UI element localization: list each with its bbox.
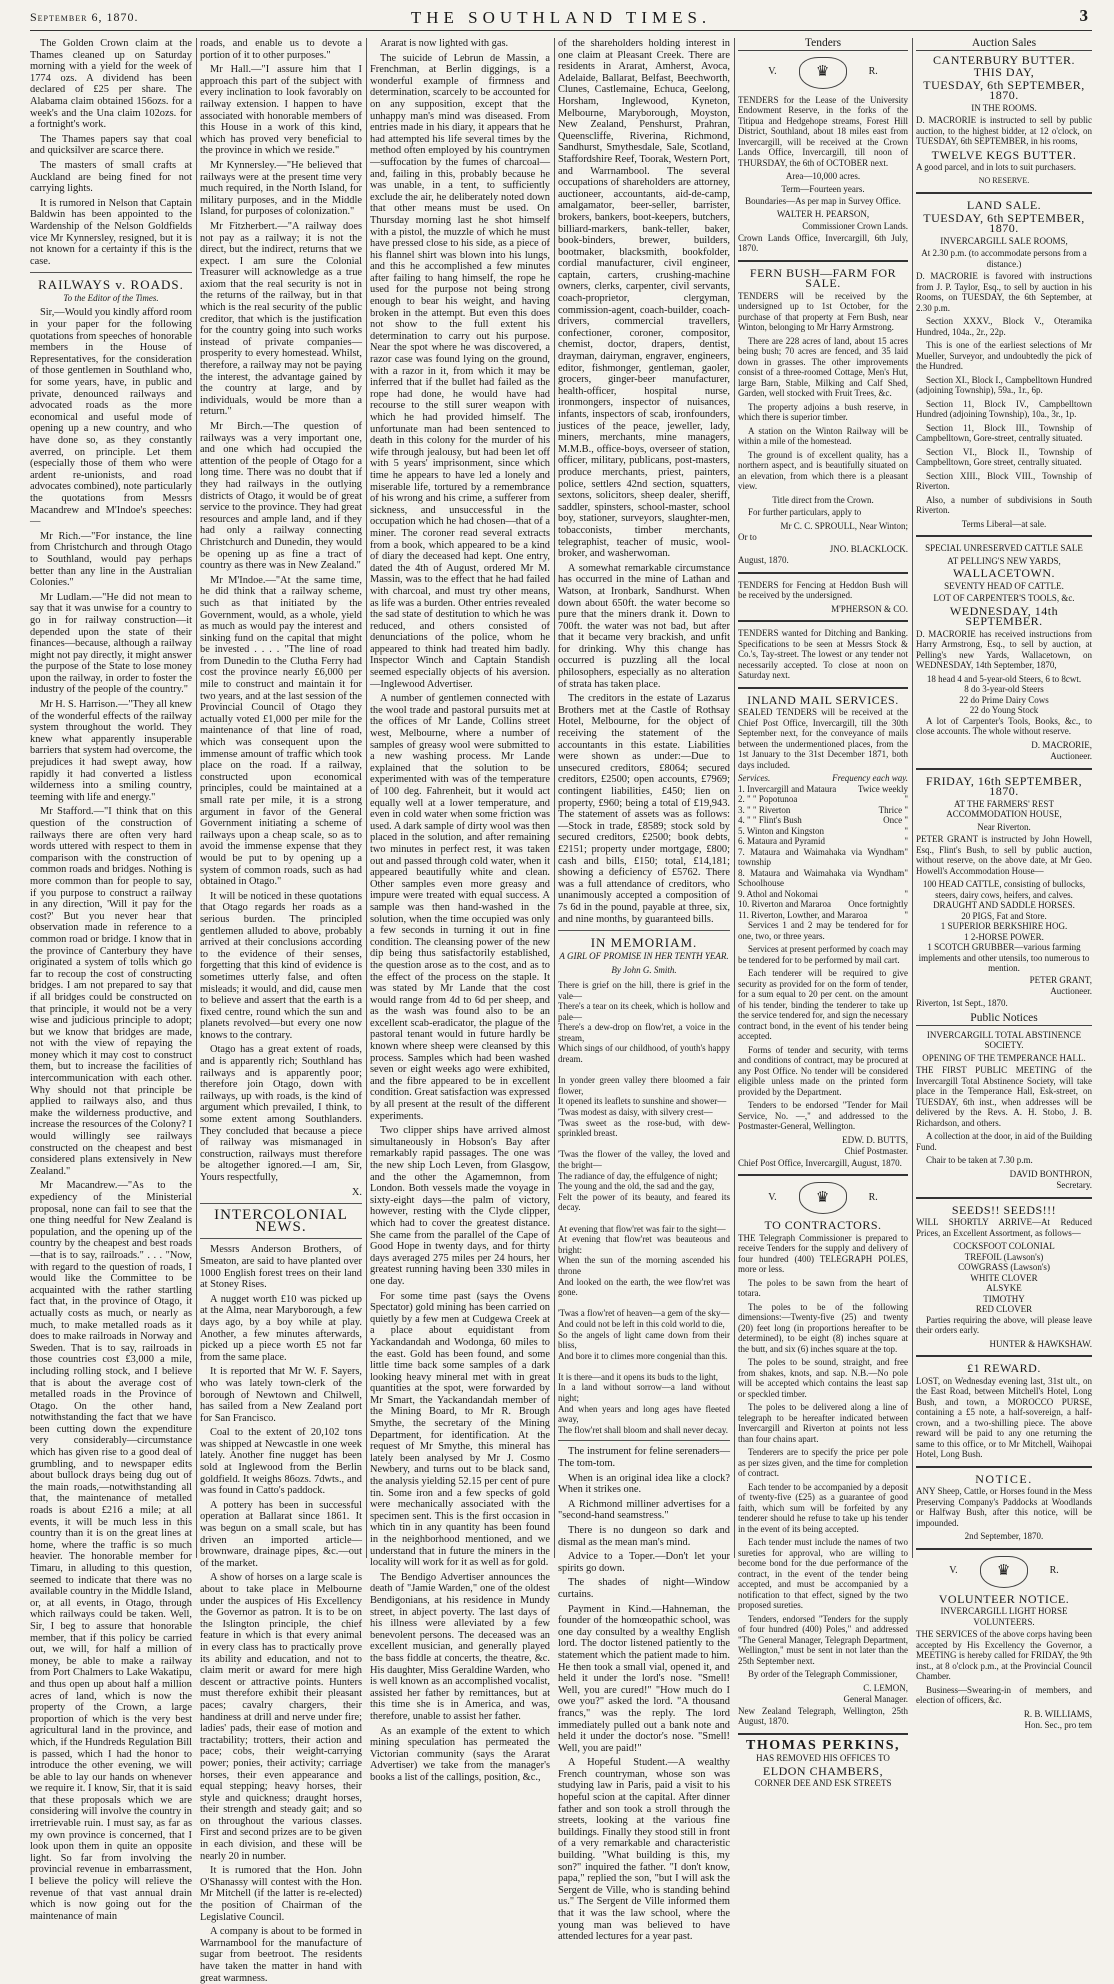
ad-date: August, 1870. <box>738 555 789 565</box>
seed-list-item: ALSYKE <box>986 1283 1022 1293</box>
news-paragraph: The Thames papers say that coal and quicksilver are scarce there. <box>30 133 192 157</box>
ad-headline: LAND SALE. <box>966 198 1042 212</box>
letter-paragraph: Mr M'Indoe.—"At the same time, he did think that a railway scheme, such as that initiated by the Government, would, as a whole, yield as much as would pay the interest and sinking fund on the capital that might be invested . . . . "The line of road from Dunedin to the Clutha Ferry had cost the province nearly £6,000 per mile to construct and maintain it for two years, and at the last session of the Provincial Council of Otago they actually voted £1,000 per mile for the maintenance of that line of road, which was consequent upon the immense amount of traffic which took place on the road. If a railway, constructed upon economical principles, could be maintained at a small rate per mile, it is a strong argument in favor of the General Government initiating a scheme of railways upon a cheap scale, so as to avoid the immense expense that they would be put to by opening up a system of common roads, such as had obtained in Otago." <box>200 574 362 888</box>
column-rule <box>734 38 735 1558</box>
crest-letter: R. <box>868 66 878 78</box>
divider <box>738 260 908 262</box>
letter-paragraph: roads, and enable us to devote a portion of it to other purposes." <box>200 38 362 61</box>
ad-text: Section XI., Block I., Campbelltown Hundred (adjoining Township), 59a., 1r., 6p. <box>916 374 1092 395</box>
ad-headline: THOMAS PERKINS, <box>746 1737 900 1753</box>
column-5 <box>738 37 908 1788</box>
letter-paragraph: Sir,—Would you kindly afford room in your paper for the following quotations from speeches of honorable members in the House of Representatives, for the consideration of those gentlemen in Southland who, for some years, have, in public and private, denounced railways and advocated roads as the more economical and useful mode of opening up a new country, and who have done so, as they constantly averred, on principle. Let them (especially those of them who were ardent re-unionists, and road advocates combined), note particularly the quotations from Messrs Macandrew and M'Indoe's speeches:— <box>30 307 192 528</box>
ad-text: Each tenderer will be required to give security as provided for on the form of tender, for a sum equal to 20 per cent. on the amount of his tender, binding the tenderer to take up the service tendered for, and sign the necessary contract bond, in the event of his tender being accepted. <box>738 968 908 1041</box>
stock-list <box>916 879 1092 974</box>
mail-route: 3. " " Riverton <box>738 804 791 815</box>
ad-text: Each tender must include the names of two sureties for approval, who are willing to become bond for the due performance of the contract, in the event of the tender being accepted, and must be accompanied by a notification to that effect, signed by the two proposed sureties. <box>738 1537 908 1610</box>
ad-text: Section XIII., Block VIII., Township of Riverton. <box>916 470 1092 491</box>
ad-text: THE FIRST PUBLIC MEETING of the Invercargill Total Abstinence Society, will take place in the Temperance Hall, Esk-street, on TUESDAY, 6th inst., when addresses will be delivered by the Revs. A. H. Stobo, J. B. Richardson, and others. <box>916 1065 1092 1128</box>
article-headline: RAILWAYS v. ROADS. <box>38 277 184 293</box>
ad-text: For further particulars, apply to <box>748 507 862 517</box>
ad-signature: WALTER H. PEARSON, <box>776 208 870 219</box>
ad-text: AT PELLING'S NEW YARDS, <box>947 555 1061 566</box>
column-2 <box>200 38 362 1984</box>
mail-route: 6. Mataura and Pyramid <box>738 836 825 846</box>
mail-service-row <box>738 826 908 837</box>
ad-date: WEDNESDAY, 14th SEPTEMBER. <box>949 603 1059 628</box>
ad-headline: INVERCARGILL LIGHT HORSE VOLUNTEERS. <box>940 1606 1068 1627</box>
ad-text: WILL SHORTLY ARRIVE—At Reduced Prices, an Excellent Assortment, as follows— <box>916 1217 1092 1238</box>
ad-signature-title: Chief Postmaster. <box>844 1146 908 1156</box>
ad-text: D. MACRORIE has received instructions from Harry Armstrong, Esq., to sell by auction, at Pelling's new Yards, Wallacetown, on WEDNESDAY, 14th September, 1870, <box>916 628 1092 670</box>
ad-text: INVERCARGILL SALE ROOMS, <box>940 235 1068 246</box>
seeds-list <box>916 1241 1092 1315</box>
news-paragraph: As an example of the extent to which mining speculation has permeated the Victorian community (says the Ararat Advertiser) we take from the manager's books a list of the callings, position, &c., <box>370 1725 550 1783</box>
news-paragraph: The Bendigo Advertiser announces the death of "Jamie Warden," one of the oldest Bendigonians, at his residence in Mundy street, in abject poverty. The last days of his illness were alleviated by a few benevolent persons. The deceased was an excellent musician, and generally played the bass fiddle at concerts, the theatre, &c. His daughter, Miss Geraldine Warden, who is well known as an accomplished vocalist, assisted her father by remittances, but at this time she is in America, and was, therefore, unable to assist her father. <box>370 1571 550 1722</box>
news-paragraph: Coal to the extent of 20,102 tons was shipped at Newcastle in one week lately. Another fine nugget has been sold at Inglewood from the Berlin goldfield. It weighs 86ozs. 7dwts., and was found in Catto's paddock. <box>200 1427 362 1497</box>
poem-author: By John G. Smith. <box>611 965 677 976</box>
newspaper-title: THE SOUTHLAND TIMES. <box>410 8 712 27</box>
divider <box>916 1197 1092 1199</box>
ad-text: The poles to be delivered along a line of telegraph to be hereafter indicated between Invercargill and Riverton at points not less than four chains apart. <box>738 1402 908 1444</box>
news-paragraph: A Hopeful Student.—A wealthy French countryman, whose son was studying law in Paris, paid a visit to his hopeful scion at the capital. After dinner father and son took a stroll through the streets, looking at the various fine buildings. Finally they stood still in front of a very remarkable and characteristic building. "What building is this, my son?" inquired the father. "I don't know, papa," replied the son, "but I will ask the Sergent de Ville, who is standing behind us." The Sergent de Ville informed them that it was the law school, where the young man was believed to have attended lectures for a year past. <box>558 1757 730 1943</box>
ad-text: Also, a number of subdivisions in South Riverton. <box>916 494 1092 515</box>
issue-date: September 6, 1870. <box>30 10 139 24</box>
stock-list-item: 1 SCOTCH GRUBBER—various farming implements and other utensils, too numerous to mention. <box>918 942 1090 973</box>
ad-text: NO RESERVE. <box>978 175 1030 185</box>
divider <box>738 687 908 689</box>
letter-paragraph: Mr Ludlam.—"He did not mean to say that it was unwise for a country to go in for railway construction—it depended upon the state of their finances—because, although a railway might not pay directly, it might answer the purpose of the State to lose money upon the railway, in order to foster the industry of the people of the country." <box>30 591 192 696</box>
ad-headline: AT THE FARMERS' REST ACCOMMODATION HOUSE, <box>946 798 1062 819</box>
stock-list-item: 1 2-HORSE POWER. <box>964 931 1044 942</box>
ad-signature: M'PHERSON & CO. <box>831 603 908 614</box>
letter-signature: X. <box>351 1186 362 1198</box>
column-1 <box>30 38 192 1922</box>
mail-route: 4. " " Flint's Bush <box>738 815 802 825</box>
ad-signature: R. B. WILLIAMS, <box>1023 1708 1092 1719</box>
mail-services-header: Services. Frequency each way. <box>738 773 908 783</box>
ad-signature-title: Secretary. <box>1056 1180 1092 1190</box>
mail-service-row <box>738 847 908 868</box>
mail-frequency: Once fortnightly <box>848 899 908 909</box>
news-paragraph: The suicide of Lebrun de Massin, a Frenchman, at Berlin diggings, is a wonderful example of firmness and determination, scarcely to be accounted for on any supposition, except that the unhappy man's mind was diseased. From entries made in his diary, it appears that he had attempted his life several times by the method often employed by his countrymen—suffocation by the fumes of charcoal—and, failing in this, probably because he was unable, in a tent, to sufficiently exclude the air, he deliberately noted down that other means must be used. On Thursday morning last he shot himself with a pistol, the muzzle of which he must have pressed close to his side, as a piece of his flannel shirt was blown into his lungs, and this he accomplished a few minutes after failing to hang himself, the rope he used for the purpose not being strong enough to bear his weight, and having broken in the attempt. But even this does not show to the full extent his determination to carry out his purpose. Near the spot where he was discovered, a razor case was found lying on the ground, with a razor in it, from which it may be inferred that if the bullet had failed as the rope had done, he would have had recourse to the still surer weapon with which he had provided himself. The unfortunate man had been sentenced to death in this colony for the murder of his wife through jealousy, but had been let off with 5 years' imprisonment, since which time he appears to have led a lonely and miserable life, tortured by a remembrance of his wrong and his crime, a sufferer from sickness, and unsuccessful in the occupation which he had chosen—that of a miner. The coroner read several extracts from a book, which appeared to be a kind of diary the deceased had kept. One entry, dated the 4th of August, ordered Mr M. Massin, was to the effect that he had failed with charcoal, and must try other means, as life was a burden. Other entries revealed the sad state of destitution to which he was reduced, and others consisted of denunciations of the police, whom he appeared to think had treated him badly. Inspector Winch and Captain Standish seemed especially objects of his aversion.—Inglewood Advertiser. <box>370 52 550 690</box>
coat-of-arms-icon: ♛ <box>799 57 847 89</box>
ad-text: PETER GRANT is instructed by John Howell, Esq., Flint's Bush, to sell by public auction, without reserve, on the above date, at Mr Geo. Howell's Accommodation House— <box>916 834 1092 876</box>
ad-text: D. MACRORIE is instructed to sell by public auction, to the highest bidder, at 12 o'clock, on TUESDAY, 6th SEPTEMBER, in his rooms, <box>916 115 1092 146</box>
seed-list-item: WHITE CLOVER <box>970 1272 1038 1283</box>
ad-text: LOST, on Wednesday evening last, 31st ult., on the East Road, between Mitchell's Hotel, Long Bush, and town, a MOROCCO PURSE, containing a £5 note, a half-sovereign, a half-crown, and a two-shilling piece. The above reward will be paid to any one returning the same to this office, or to Mr Mitchell, Waihopai Hotel, Long Bush. <box>916 1375 1092 1459</box>
ad-headline: FERN BUSH—FARM FOR SALE. <box>749 265 897 290</box>
crest-letter: R. <box>1049 1565 1059 1577</box>
mail-service-row <box>738 815 908 826</box>
column-6 <box>916 37 1092 1730</box>
mail-frequency: " <box>904 836 908 846</box>
ad-text: TENDERS will be received by the undersigned up to 1st October, for the purchase of that property at Fern Bush, near Winton, belonging to Mr Harry Armstrong. <box>738 290 908 332</box>
crest-letter: V. <box>949 1565 958 1577</box>
column-rule <box>366 38 367 1558</box>
news-paragraph: A somewhat remarkable circumstance has occurred in the mine of Lathan and Watson, at Ironbark, Sandhurst. When down about 650ft. the water become so pure that the miners drank it. Down to 700ft. the water was not bad, but after that it became very brackish, and unfit for drinking. Why this change has occurred is puzzling all the local philosophers, especially as no alteration of strata has taken place. <box>558 562 730 690</box>
mail-service-row <box>738 899 908 910</box>
divider <box>916 1355 1092 1357</box>
divider <box>558 1440 730 1441</box>
ad-text: OPENING OF THE TEMPERANCE HALL. <box>922 1052 1086 1063</box>
ad-text: A station on the Winton Railway will be within a mile of the homestead. <box>738 425 908 446</box>
divider <box>738 1733 908 1735</box>
ad-text: CORNER DEE AND ESK STREETS <box>754 1778 892 1788</box>
ad-date: FRIDAY, 16th SEPTEMBER, 1870. <box>925 773 1083 798</box>
ad-text: Area—10,000 acres. <box>785 171 861 181</box>
mail-route: 8. Mataura and Waimahaka via Wyndham Schoolhouse <box>738 867 905 888</box>
mail-service-row <box>738 794 908 805</box>
news-paragraph: Messrs Anderson Brothers, of Smeaton, are said to have planted over 1000 English forest trees on their land at Stoney Rises. <box>200 1244 362 1291</box>
news-paragraph: There is no dungeon so dark and dismal as the mean man's mind. <box>558 1525 730 1548</box>
ad-headline: WALLACETOWN. <box>952 566 1056 580</box>
poem-headline: IN MEMORIAM. <box>590 935 698 951</box>
crest-letter: R. <box>868 1191 878 1203</box>
coat-of-arms-icon: ♛ <box>799 1182 847 1214</box>
mail-route: 1. Invercargill and Mataura <box>738 783 837 794</box>
news-paragraph: A Richmond milliner advertises for a "second-hand seamstress." <box>558 1498 730 1522</box>
ad-text: Tenderers are to specify the price per pole as per sizes given, and the time for completion of contract. <box>738 1447 908 1478</box>
coat-of-arms-icon: ♛ <box>980 1556 1028 1588</box>
ad-text: Section 11, Block IV., Campbelltown Hundred (adjoining Township), 10a., 3r., 1p. <box>916 398 1092 419</box>
cattle-list-item: 8 do 3-year-old Steers <box>964 684 1044 694</box>
ad-text: Section 11, Block III., Township of Campbelltown, Gore-street, centrally situated. <box>916 422 1092 443</box>
poem-subtitle: A GIRL OF PROMISE IN HER TENTH YEAR. <box>559 950 729 961</box>
letter-paragraph: Mr Birch.—The question of railways was a very important one, and one which had occupied the attention of the people of Otago for a long time. There was no doubt that if they had railways in the outlying districts of Otago, it would be of great service to the province. They had great resources and ample land, and if they had only a railway connecting Christchurch and Dunedin, they would be opening up as fine a tract of country as there was in New Zealand." <box>200 421 362 572</box>
ad-signature-title: Auctioneer. <box>1050 751 1092 761</box>
ad-text: The poles to be of the following dimensions:—Twenty-five (25) and twenty (20) feet long (in proportions hereafter to be determined), to be eight (8) inches square at the butt, and six (6) inches square at the top. <box>738 1301 908 1354</box>
news-paragraph: A company is about to be formed in Warrnambool for the manufacture of sugar from beetroot. The residents have taken the matter in hand with great warmness. <box>200 1926 362 1984</box>
news-paragraph: The creditors in the estate of Lazarus Brothers met at the Castle of Rothsay Hotel, Melbourne, for the object of receiving the statement of the accountants in this estate. Liabilities were shown as under:—Due to unsecured creditors, £8064; secured creditors, £2500; open accounts, £7969; contingent liabilities, £450; lien on property, £960; being a total of £19,943. The statement of assets was as follows:—Stock in trade, £8589; stock sold by secured creditors, £2500; book debts, £2151; property under mortgage, £800; cash and bills, £150; total, £14,181; showing a deficiency of £5762. There was a full attendance of creditors, who unanimously accepted a composition of 7s 6d in the pound, payable at three, six, and nine months, by guaranteed bills. <box>558 693 730 925</box>
ad-address: Crown Lands Office, Invercargill, 6th July, 1870. <box>738 232 908 253</box>
masthead <box>30 6 1092 31</box>
ad-text: There are 228 acres of land, about 15 acres being bush; 70 acres are fenced, and 35 laid down in grasses. The other improvements consist of a three-roomed Cottage, Men's Hut, large Barn, Stable, Milking and Calf Shed, Garden, well stocked with Fruit Trees, &c. <box>738 335 908 398</box>
mail-service-row <box>738 805 908 816</box>
ad-text: Terms Liberal—at sale. <box>961 518 1047 529</box>
mail-frequency: " <box>904 846 908 857</box>
letter-paragraph: Mr Stafford.—"I think that on this question of the construction of railways there are often very hard words uttered with respect to them in comparison with the construction of common roads and bridges. Nothing is more common than for people to say, if you purpose to construct a railway in any direction, 'Will it pay for the cost?' But you never hear that observation made in reference to a common road or bridge. I know that in the province of Canterbury they have originated a system of tolls which go far to recoup the cost of constructing bridges. I am not prepared to say that if all bridges could be constructed on that principle, it would not be a very wise and judicious principle to adopt; but we know that bridges are made, not with the view of repaying the money which it may cost to construct them, but to increase the facilities of intercommunication with each other. Why should not that principle be applied to railways also, and thus make the wilderness productive, and increase the resources of the Colony? I would willingly see railways constructed on the cheapest and best considered plans extensively in New Zealand." <box>30 806 192 1177</box>
ad-headline: TWELVE KEGS BUTTER. <box>931 147 1077 162</box>
ad-signature-title: Auctioneer. <box>1050 986 1092 996</box>
cattle-list-item: 22 do Prime Dairy Cows <box>959 694 1049 705</box>
ad-headline: £1 REWARD. <box>967 1361 1041 1375</box>
ad-headline: NOTICE. <box>975 1471 1033 1486</box>
divider <box>916 768 1092 770</box>
ad-text: Services 1 and 2 may be tendered for for one, two, or three years. <box>738 920 908 941</box>
ad-text: This is one of the earliest selections of Mr Mueller, Surveyor, and undoubtedly the pick of the Hundred. <box>916 340 1092 371</box>
mail-frequency: " <box>904 909 908 920</box>
ad-text: THE Telegraph Commissioner is prepared to receive Tenders for the supply and delivery of four hundred (400) TELEGRAPH POLES, more or less. <box>738 1232 908 1274</box>
ad-signature: EDW. D. BUTTS, <box>842 1134 908 1145</box>
ad-text: TENDERS wanted for Ditching and Banking. Specifications to be seen at Messrs Stock & Co.'s, Tay-street. The lowest or any tender not necessarily accepted. To close at noon on Saturday next. <box>738 628 908 680</box>
news-paragraph: Payment in Kind.—Hahneman, the founder of the homœopathic school, was one day consulted by a wealthy English lord. The doctor listened patiently to the statement which the patient made to him. He then took a small vial, opened it, and held it under the lord's nose. "Smell! Well, you are cured!" "How much do I owe you?" asked the lord. "A thousand francs," was the reply. The lord immediately pulled out a bank note and held it under the doctor's nose. "Smell! Well, you are paid!" <box>558 1603 730 1754</box>
ad-text: A lot of Carpenter's Tools, Books, &c., to close accounts. The whole without reserve. <box>916 715 1092 736</box>
stock-list-item: 20 PIGS, Fat and Store. <box>961 910 1047 921</box>
stock-list-item: 100 HEAD CATTLE, consisting of bullocks, steers, dairy cows, heifers, and calves. <box>922 879 1086 900</box>
mail-frequency: Once " <box>883 815 908 825</box>
ad-text: Title direct from the Crown. <box>772 494 874 505</box>
mail-frequency: " <box>904 867 908 878</box>
news-paragraph: For some time past (says the Ovens Spectator) gold mining has been carried on quietly by a few men at Cudgewa Creek at a place about equidistant from Yackandandah and Wodonga, 60 miles to the east. Gold has been found, and some little time back some samples of a dark looking heavy mineral met with in great quantities at the spot, were forwarded by Mr Smart, the Yackandandah member of the Mining Board, to Mr R. Brough Smythe, the secretary of the Mining Department, for identification. At the request of Mr Smythe, this mineral has lately been analysed by Mr J. Cosmo Newbery, and turns out to be black sand, the analysis yielding 52.15 per cent of pure tin. Some iron and a few specks of gold were mechanically associated with the specimen sent. This is the first occasion in which tin in any quantity has been found in the neighborhood mentioned, and we understand that in future the miners in the locality will work for it as well as for gold. <box>370 1290 550 1569</box>
seed-list-item: TREFOIL (Lawson's) <box>964 1251 1044 1262</box>
stock-list-item: DRAUGHT AND SADDLE HORSES. <box>933 900 1075 910</box>
divider <box>738 1174 908 1176</box>
divider <box>738 572 908 574</box>
ad-text: Boundaries—As per map in Survey Office. <box>745 196 901 206</box>
ad-signature: DAVID BONTHRON, <box>1009 1168 1092 1179</box>
column-3 <box>370 38 550 1783</box>
royal-crest <box>738 1182 908 1214</box>
ad-text: D. MACRORIE is favored with instructions from J. P. Taylor, Esq., to sell by auction in his Rooms, on TUESDAY, the 6th September, at 2.30 p.m. <box>916 271 1092 313</box>
mail-route: 9. Athol and Nokomai <box>738 888 818 899</box>
mail-frequency: " <box>904 794 908 804</box>
letter-paragraph: Mr Kynnersley.—"He believed that railways were at the present time very much required, in the North Island, for military purposes, and in the Middle Island, for purposes of colonization." <box>200 159 362 218</box>
ad-text: SEVENTY HEAD OF CATTLE. <box>944 580 1064 591</box>
cattle-list-item: 18 head 4 and 5-year-old Steers, 6 to 8cwt. <box>926 673 1082 684</box>
divider <box>916 1548 1092 1550</box>
royal-crest <box>916 1556 1092 1588</box>
mail-route: 5. Winton and Kingston <box>738 825 824 836</box>
crest-letter: V. <box>768 1191 777 1203</box>
section-header: Auction Sales <box>916 38 1092 51</box>
mail-frequency: " <box>904 888 908 899</box>
ad-text: Tenders, endorsed "Tenders for the supply of four hundred (400) Poles," and addressed "The General Manager, Telegraph Department, Wellington," must be sent in not later than the 25th September next. <box>738 1613 908 1666</box>
seed-list-item: RED CLOVER <box>975 1304 1033 1314</box>
ad-signature: HUNTER & HAWKSHAW. <box>989 1338 1092 1349</box>
ad-text: HAS REMOVED HIS OFFICES TO <box>756 1753 890 1763</box>
news-paragraph: The Golden Crown claim at the Thames cleaned up on Saturday morning with a yield for the week of 1774 ozs. A dividend has been declared of £25 per share. The Alabama claim obtained 156ozs. for a week's and the Una claim 102ozs. for a fortnight's work. <box>30 38 192 131</box>
mail-service-row <box>738 784 908 795</box>
letter-paragraph: Mr H. S. Harrison.—"They all knew of the wonderful effects of the railway system throughout the world. They knew what apparently insuperable barriers that system had overcome, the prejudices it had swept away, how rapidly it had converted a listless wilderness into a smiling country, teeming with life and energy." <box>30 699 192 803</box>
mail-route: 2. " " Popotunoa <box>738 794 798 804</box>
section-header: Public Notices <box>916 1013 1092 1026</box>
news-paragraph: It is rumored in Nelson that Captain Baldwin has been appointed to the Wardenship of the Nelson Goldfields vice Mr Kynnersley, resigned, but it is not known for a certainty if this is the case. <box>30 197 192 267</box>
letter-paragraph: Mr Fitzherbert.—"A railway does not pay as a railway; it is not the direct, but the indirect, returns that we expect. I am sure the Colonial Treasurer will acknowledge as a true axiom that the real security is not in the returns of the railway, but in that which is the real security of the public creditor, that which is the justification for the country going into such works instead of private companies—prosperity to every homestead. Whilst, therefore, a railway may not be paying the interest, the advantage gained by the country at large, and by individuals, would be more than a return." <box>200 220 362 418</box>
page-number: 3 <box>1079 6 1088 25</box>
ad-text: SEALED TENDERS will be received at the Chief Post Office, Invercargill, till the 30th September next, for the conveyance of mails between the undermentioned places, from the 1st January to the 31st December 1871, both days included. <box>738 707 908 770</box>
mail-route: 7. Mataura and Waimahaka via Wyndham township <box>738 846 905 867</box>
news-paragraph: Advice to a Toper.—Don't let your spirits go down. <box>558 1551 730 1574</box>
letter-paragraph: It will be noticed in these quotations that Otago regards her roads as a serious burden. The principled gentlemen alluded to above, probably arrived at their conclusions according to the evidence of their senses, forgetting that this kind of evidence is sometimes utterly false, and often misleads; it would, and did, cause men to believe and assert that the earth is a fixed centre, round which the sun and planets revolved—but every one now knows to the contrary. <box>200 890 362 1041</box>
ad-address: Riverton, 1st Sept., 1870. <box>916 997 1008 1008</box>
column-4 <box>558 38 730 1943</box>
divider <box>916 1466 1092 1468</box>
poem-text: There is grief on the hill, there is grief in the vale— There's a tear on its cheek, which is hollow and pale— There's a dew-drop on flow'ret, a voice in the stream, Which sings of our childhood, of youth's happy dream. In yonder green valley there bloomed a fair flower, It opened its leaflets to sunshine and shower— 'Twas modest as daisy, with silvery crest— 'Twas sweet as the rose-bud, with dew-sprinkled breast. 'Twas the flower of the valley, the loved and the bright— The radiance of day, the effulgence of night; The young and the old, the sad and the gay, Felt the power of its beauty, and feared its decay. At evening that flow'ret was fair to the sight— At evening that flow'ret was beauteous and bright: When the sun of the morning ascended his throne And looked on the earth, the wee flow'ret was gone. 'Twas a flow'ret of heaven—a gem of the sky— And could not be left in this cold world to die, So the angels of light came down from their bliss, And bore it to climes more congenial than this. It is there—and it opens its buds to the light, In a land without sorrow—a land without night; And when years and long ages have fleeted away, The flow'ret shall bloom and shall never decay. <box>558 979 730 1435</box>
mail-service-row <box>738 910 908 921</box>
mail-frequency: Thrice " <box>878 804 908 815</box>
letter-paragraph: Mr Rich.—"For instance, the line from Christchurch and through Otago to Southland, would pay perhaps better than any line in the Australian Colonies." <box>30 530 192 589</box>
news-paragraph: Two clipper ships have arrived almost simultaneously in Hobson's Bay after remarkably rapid passages. The one was the new ship Loch Leven, from Glasgow, and the other the Agamemnon, from London. Both vessels made the voyage in sixty-eight days—the palm of victory, however, resting with the Clyde clipper, which had to cover the greatest distance. She came from the parallel of the Cape of Good Hope in twenty days, and for thirty days averaged 275 miles per 24 hours, her greatest running having been 330 miles in one day. <box>370 1125 550 1287</box>
ad-headline: INLAND MAIL SERVICES. <box>747 692 899 707</box>
ad-text: The poles to be sound, straight, and free from shakes, knots, and sap. N.B.—No pole will be accepted which contains the least sap or speckled timber. <box>738 1357 908 1399</box>
seed-list-item: COWGRASS (Lawson's) <box>958 1262 1050 1272</box>
news-paragraph: When is an original idea like a clock? When it strikes one. <box>558 1472 730 1496</box>
mail-frequency: " <box>904 825 908 836</box>
ad-date: TUESDAY, 6th SEPTEMBER, 1870. <box>923 77 1085 102</box>
ad-text: A collection at the door, in aid of the Building Fund. <box>916 1131 1092 1152</box>
mail-route: 10. Riverton and Mararoa <box>738 899 831 909</box>
ad-text: The property adjoins a bush reserve, in which there is superior timber. <box>738 401 908 422</box>
news-paragraph: It is reported that Mr W. F. Sayers, who was lately town-clerk of the borough of Newtown and Chilwell, has sailed from a New Zealand port for San Francisco. <box>200 1366 362 1424</box>
divider <box>200 1238 362 1239</box>
cattle-list <box>916 674 1092 716</box>
ad-signature: Mr C. C. SPROULL, Near Winton; <box>780 520 908 531</box>
ad-text: Near Riverton. <box>977 821 1031 832</box>
ad-text: Term—Fourteen years. <box>781 183 865 194</box>
ad-headline: SEEDS!! SEEDS!!! <box>951 1202 1057 1217</box>
divider <box>200 1203 362 1204</box>
news-paragraph: of the shareholders holding interest in one claim at Pleasant Creek. There are residents in Ararat, Amherst, Avoca, Adelaide, Ballarat, Belfast, Beechworth, Clunes, Castlemaine, Echuca, Geelong, Horsham, Inglewood, Kyneton, Melbourne, Maryborough, Moyston, New Zealand, Penshurst, Prahran, Queenscliffe, Riverina, Richmond, Sandhurst, Smythesdale, Sale, Scotland, Staffordshire Reef, Toorak, Western Port, and Warrnambool. The several occupations of shareholders are attorney, auctioneer, accountants, aid-de-camp, amalgamator, beer-seller, barrister, brokers, bankers, boot-keepers, butchers, billiard-markers, bank-teller, baker, book-binders, brewer, builders, bootmaker, blacksmith, bookfolder, cordial manufacturer, civil engineer, captain, carters, crushing-machine owners, clerks, carpenter, civil servants, coach-proprietor, clergyman, commission-agent, coach-builder, coach-drivers, commercial travellers, confectioner, coroner, compositor, chemist, doctor, drapers, dentist, drayman, dairyman, engraver, engineers, editor, fishmonger, gentleman, gaoler, grocers, ginger-beer manufacturer, health-officer, hospital nurse, ironmongers, inspector of nuisances, infants, inspectors of scab, ironfounders, justices of the peace, jeweller, lady, miners, merchants, mine managers, M.M.B., office-boys, overseer of station, officer, military, publicans, post-masters, produce merchants, priest, painters, police, settlers 42nd section, squatters, sextons, solicitors, sheep dealer, sheriff, saddler, spinsters, school-master, school boy, stationer, surveyors, slaughter-men, tobacconists, timber merchants, telegraphist, teacher of music, wool-broker, and washerwoman. <box>558 38 730 560</box>
ad-headline: SPECIAL UNRESERVED CATTLE SALE <box>925 543 1083 553</box>
ad-address: Chief Post Office, Invercargill, August, 1870. <box>738 1157 902 1168</box>
mail-service-row <box>738 868 908 889</box>
section-header: Tenders <box>738 38 908 51</box>
news-paragraph: The masters of small crafts at Auckland are being fined for not carrying lights. <box>30 159 192 195</box>
ad-text: LOT OF CARPENTER'S TOOLS, &c. <box>933 593 1075 603</box>
column-rule <box>196 38 197 1558</box>
ad-text: Or to <box>738 532 757 542</box>
ad-date: TUESDAY, 6th SEPTEMBER, 1870. <box>923 210 1085 235</box>
column-rule <box>912 38 913 1558</box>
ad-signature: PETER GRANT, <box>1029 974 1092 985</box>
news-paragraph: It is rumored that the Hon. John O'Shanassy will contest with the Hon. Mr Mitchell (if the latter is re-elected) the position of Chairman of the Legislative Council. <box>200 1865 362 1923</box>
ad-text: Tenders to be endorsed "Tender for Mail Service, No. —," and addressed to the Postmaster-General, Wellington. <box>738 1100 908 1131</box>
column-rule <box>554 38 555 1558</box>
letter-paragraph: Mr Macandrew.—"As to the expediency of the Ministerial proposal, none can fail to see that the one thing needful for New Zealand is population, and the opening up of the country by the cheapest and best roads—that is to say, railroads." . . . "Now, with regard to the question of roads, I would like the Committee to be acquainted with the rather startling fact that, in the province of Otago, it actually costs as much, or nearly as much, to make metalled roads as it does to make railroads in Norway and Sweden. That is to say, railroads in those countries cost £3,000 a mile, including rolling stock, and I believe that is about the average cost of metalled roads in the Province of Otago. On the other hand, notwithstanding the fact that we have been cutting down the expenditure very considerably—circumstance which has given rise to a good deal of grumbling, and to newspaper edits about bullock drays being dug out of the main roads,—notwithstanding all that, the maintenance of metalled roads is about £216 a mile; at all events, it will be much less in this country than it is on the great lines at home, where the traffic is so much heavier. The honorable member for Timaru, in alluding to this question, seemed to indicate that there was no available country in the Middle Island, or, at all events, in Otago, through which railways could be taken. Well, Sir, I beg to assure that honorable member, that if this policy be carried out, we will, for half a million of money, be able to make a railway from Port Chalmers to Lake Wakatipu, and thus open up about half a million acres of land, which is now the property of the Crown, a large proportion of which is the very best agricultural land in the province, and which, if the Hundreds Regulation Bill is passed, which I had the honor to introduce the other evening, we will be able to lay our hands on whenever we require it. I know, Sir, that it is said that these proposals which we are considering will involve the country in irretrievable ruin. I must say, as far as my own province is concerned, that I look upon them in quite an opposite light. So far from involving the provincial revenue in embarrassment, I believe the policy will relieve the revenue of that vast annual drain which is now going out for the maintenance of main <box>30 1180 192 1922</box>
mail-services-list <box>738 784 908 921</box>
ad-text: Each tender to be accompanied by a deposit of twenty-five (£25) as a guarantee of good faith, which sum will be forfeited by any tenderer should he refuse to take up his tender in the event of its being accepted. <box>738 1481 908 1534</box>
ad-text: IN THE ROOMS. <box>971 102 1037 113</box>
ad-text: Section XXXV., Block V., Oteramika Hundred, 104a., 2r., 22p. <box>916 316 1092 337</box>
divider <box>30 272 192 273</box>
ad-text: ANY Sheep, Cattle, or Horses found in the Mess Preserving Company's Paddocks at Woodlands or Halfway Bush, after this notice, will be impounded. <box>916 1486 1092 1528</box>
news-paragraph: A nugget worth £10 was picked up at the Alma, near Maryborough, a few days ago, by a boy while at play. Another, a few minutes afterwards, picked up a piece worth £5 not far from the same place. <box>200 1293 362 1363</box>
crest-letter: V. <box>768 66 777 78</box>
mail-service-row <box>738 836 908 847</box>
article-headline: INTERCOLONIAL NEWS. <box>214 1207 348 1235</box>
royal-crest <box>738 57 908 89</box>
divider <box>916 192 1092 194</box>
ad-text: At 2.30 p.m. (to accommodate persons from a distance.) <box>921 248 1087 269</box>
ad-text: A good parcel, and in lots to suit purchasers. <box>916 162 1076 172</box>
mail-frequency: Twice weekly <box>857 783 908 794</box>
ad-headline: VOLUNTEER NOTICE. <box>938 1591 1070 1606</box>
ad-text: Parties requiring the above, will please leave their orders early. <box>916 1314 1092 1335</box>
ad-text: TENDERS for the Lease of the University Endowment Reserve, in the forks of the Titipua and Hedgehope streams, Forest Hill District, Southland, about 18 miles east from Invercargill, will be received at the Crown Lands Office, Invercargill, till noon of THURSDAY, the 6th of OCTOBER next. <box>738 94 908 168</box>
ad-headline: THIS DAY, <box>973 65 1035 79</box>
news-paragraph: Ararat is now lighted with gas. <box>380 38 509 49</box>
stock-list-item: 1 SUPERIOR BERKSHIRE HOG. <box>940 921 1068 931</box>
ad-text: Business—Swearing-in of members, and election of officers, &c. <box>916 1684 1092 1705</box>
seed-list-item: COCKSFOOT COLONIAL <box>953 1241 1055 1251</box>
ad-signature-title: Hon. Sec., pro tem <box>1024 1720 1092 1730</box>
ad-signature: JNO. BLACKLOCK. <box>829 543 908 554</box>
ad-signature-title: Commissioner Crown Lands. <box>802 221 908 231</box>
ad-text: By order of the Telegraph Commissioner, <box>748 1669 898 1679</box>
ad-signature-title: General Manager. <box>843 1694 908 1704</box>
ad-signature: C. LEMON, <box>863 1682 908 1693</box>
ad-text: Section VI., Block II., Township of Campbelltown, Gore street, centrally situated. <box>916 446 1092 467</box>
ad-text: Services at present performed by coach may be tendered for to be performed by mail cart. <box>738 944 908 965</box>
ad-text: The poles to be sawn from the heart of totara. <box>738 1277 908 1298</box>
mail-service-row <box>738 889 908 900</box>
ad-text: The ground is of excellent quality, has a northern aspect, and is beautifully situated on an elevation, from which there is a pleasant view. <box>738 449 908 491</box>
ad-text: TENDERS for Fencing at Heddon Bush will be received by the undersigned. <box>738 579 908 600</box>
news-paragraph: A pottery has been in successful operation at Ballarat since 1861. It was begun on a small scale, but has driven an imported article—brownware, drainage pipes, &c.—out of the market. <box>200 1499 362 1569</box>
ad-signature: D. MACRORIE, <box>1031 739 1092 750</box>
divider <box>738 620 908 622</box>
ad-date: 2nd September, 1870. <box>964 1531 1044 1541</box>
news-paragraph: A show of horses on a large scale is about to take place in Melbourne under the auspices of His Excellency the Governor as patron. It is to be on the Islington principle, the chief feature in which is that every animal in every class has to practically prove its ability and education, and not to claim merit or award for mere high descent or attractive points. Hunters must therefore exhibit their pleasant paces; cavalry chargers, their handiness at drill and nerve under fire; ladies' pads, their ease of motion and tractability; trotters, their action and pace; cobs, their weight-carrying power; ponies, their activity; carriage horses, their even appearance and equal stepping; heavy horses, their style and quickness; draught horses, their strength and steady gait; and so on throughout the various classes. First and second prizes are to be given in each division, and these will be nearly 20 in number. <box>200 1572 362 1862</box>
letter-paragraph: Mr Hall.—"I assure him that I approach this part of the subject with every inclination to look favorably on railway extension. I happen to have associated with honorable members of this House in a work of this kind, which has proved very beneficial to the province in which we reside." <box>200 64 362 157</box>
divider <box>916 535 1092 537</box>
mail-route: 11. Riverton, Lowther, and Mararoa <box>738 909 868 920</box>
cattle-list-item: 22 do Young Stock <box>969 705 1039 715</box>
news-paragraph: The instrument for feline serenaders—The tom-tom. <box>558 1446 730 1470</box>
letter-paragraph: Otago has a great extent of roads, and is apparently rich; Southland has railways and is apparently poor; therefore join Otago, down with railways, up with roads, is the kind of argument which prevailed, I think, to some extent among Southlanders. They concluded that because a piece of railway was mismanaged in construction, railways must therefore be altogether ignored.—I am, Sir, Yours respectfully, <box>200 1044 362 1183</box>
ad-headline: CANTERBURY BUTTER. <box>933 52 1075 67</box>
ad-text: Chair to be taken at 7.30 p.m. <box>926 1155 1033 1165</box>
article-subhead: To the Editor of the Times. <box>63 292 159 303</box>
ad-headline: INVERCARGILL TOTAL ABSTINENCE SOCIETY. <box>926 1029 1082 1050</box>
ad-text: Forms of tender and security, with terms and conditions of contract, may be procured at any Post Office. No tender will be considered eligible unless made on the printed form provided by the Department. <box>738 1044 908 1097</box>
divider <box>558 930 730 931</box>
ad-text: THE SERVICES of the above corps having been accepted by His Excellency the Governor, a MEETING is hereby called for FRIDAY, the 9th inst., at 8 o'clock p.m., at the Provincial Council Chamber. <box>916 1629 1092 1681</box>
news-paragraph: The shades of night—Window curtains. <box>558 1577 730 1600</box>
seed-list-item: TIMOTHY <box>983 1293 1025 1304</box>
ad-address: New Zealand Telegraph, Wellington, 25th August, 1870. <box>738 1705 908 1726</box>
ad-headline: TO CONTRACTORS. <box>764 1218 882 1232</box>
news-paragraph: A number of gentlemen connected with the wool trade and pastoral pursuits met at the offices of Mr Lande, Collins street west, Melbourne, where a number of samples of greasy wool were submitted to a new washing process. Mr Lande explained that the solution to be experimented with was of the temperature of 100 deg. Fahrenheit, but it would act equally well at a lower temperature, and even in cold water when some friction was used. A dark sample of dirty wool was then placed in the solution, and after remaining two minutes in perfect rest, it was taken out and passed through cold water, when it appeared beautifully white and clean. Other samples even more greasy and impure were treated with equal success. A sample was then hand-washed in the solution, when the time occupied was only a few seconds in turning it out in fine condition. The cleansing power of the new dip being thus satisfactorily established, the question arose as to the cost, and as to the effect of the process on the staple. It was stated by Mr Lande that the cost would range from 4d to 6d per sheep, and as the wash was found also to be an excellent scab-eradicator, the plague of the pastoral tenant would in future hardly be known where sheep were cleansed by this process. Samples which had been washed seven or eight weeks ago were exhibited, and the fibre appeared to be in excellent condition. Great satisfaction was expressed by all present at the result of the different experiments. <box>370 693 550 1122</box>
ad-text: ELDON CHAMBERS, <box>762 1763 884 1778</box>
